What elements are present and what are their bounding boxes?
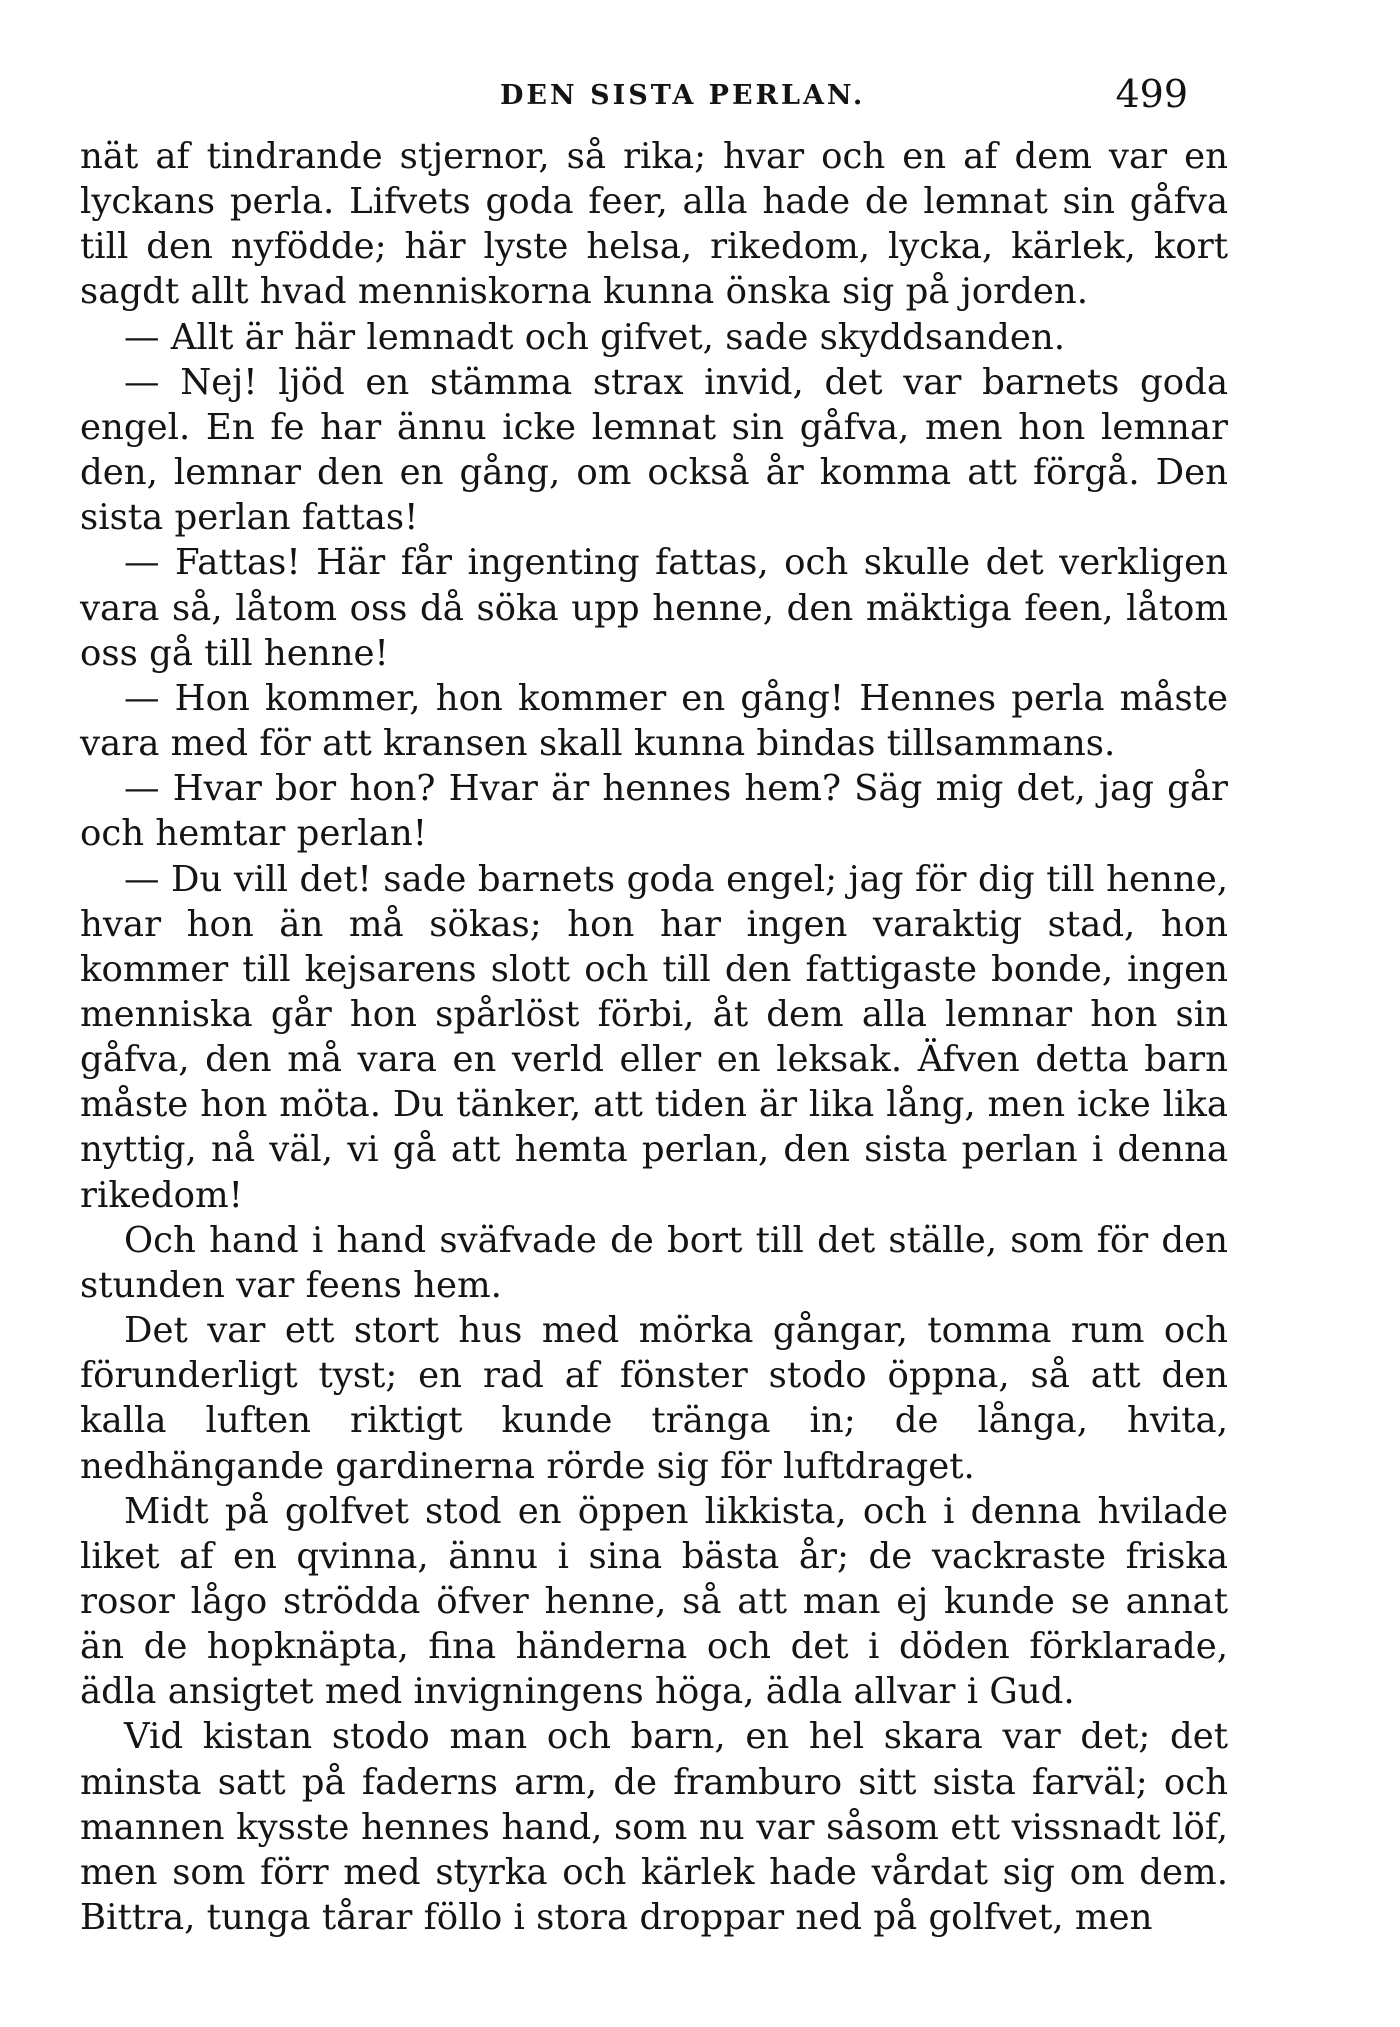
paragraph: — Hvar bor hon? Hvar är hennes hem? Säg mig det, jag går och hemtar perlan!	[80, 768, 1228, 855]
paragraph: nät af tindrande stjernor, så rika; hvar och en af dem var en lyckans perla. Lifvets goda feer, alla hade de lemnat sin gåfva till den nyfödde; här lyste helsa, rikedom, lycka, kärlek, kort sagdt allt hvad menniskorna kunna önska sig på jorden.	[80, 136, 1228, 313]
paragraph: — Du vill det! sade barnets goda engel; jag för dig till henne, hvar hon än må sökas; hon har ingen varaktig stad, hon kommer till kejsarens slott och till den fattigaste bonde, ingen menniska går hon spårlöst förbi, åt dem alla lemnar hon sin gåfva, den må vara en verld eller en leksak. Äfven detta barn måste hon möta. Du tänker, att tiden är lika lång, men icke lika nyttig, nå väl, vi gå att hemta perlan, den sista perlan i denna rikedom!	[80, 858, 1228, 1216]
paragraph: — Allt är här lemnadt och gifvet, sade skyddsanden.	[124, 316, 1065, 358]
paragraph: Midt på golfvet stod en öppen likkista, och i denna hvilade liket af en qvinna, ännu i sina bästa år; de vackraste friska rosor lågo strödda öfver henne, så att man ej kunde se annat än de hopknäpta, fina händerna och det i döden förklarade, ädla ansigtet med invigningens höga, ädla allvar i Gud.	[80, 1490, 1228, 1713]
running-title: DEN SISTA PERLAN.	[500, 80, 866, 111]
body-text	[80, 134, 1228, 1940]
paragraph: Och hand i hand sväfvade de bort till det ställe, som för den stunden var feens hem.	[80, 1219, 1228, 1306]
paragraph: — Nej! ljöd en stämma strax invid, det var barnets goda engel. En fe har ännu icke lemnat sin gåfva, men hon lemnar den, lemnar den en gång, om också år komma att förgå. Den sista perlan fattas!	[80, 361, 1228, 539]
paragraph: Vid kistan stodo man och barn, en hel skara var det; det minsta satt på faderns arm, de framburo sitt sista farväl; och mannen kysste hennes hand, som nu var såsom ett vissnadt löf, men som förr med styrka och kärlek hade vårdat sig om dem. Bittra, tunga tårar föllo i stora droppar ned på golfvet, men	[80, 1716, 1228, 1939]
page-number: 499	[1115, 72, 1188, 116]
paragraph: — Fattas! Här får ingenting fattas, och skulle det verkligen vara så, låtom oss då söka upp henne, den mäktiga feen, låtom oss gå till henne!	[80, 542, 1228, 674]
paragraph: Det var ett stort hus med mörka gångar, tomma rum och förunderligt tyst; en rad af fönster stodo öppna, så att den kalla luften riktigt kunde tränga in; de långa, hvita, nedhängande gardinerna rörde sig för luftdraget.	[80, 1310, 1228, 1487]
paragraph: — Hon kommer, hon kommer en gång! Hennes perla måste vara med för att kransen skall kunna bindas tillsammans.	[80, 677, 1228, 765]
